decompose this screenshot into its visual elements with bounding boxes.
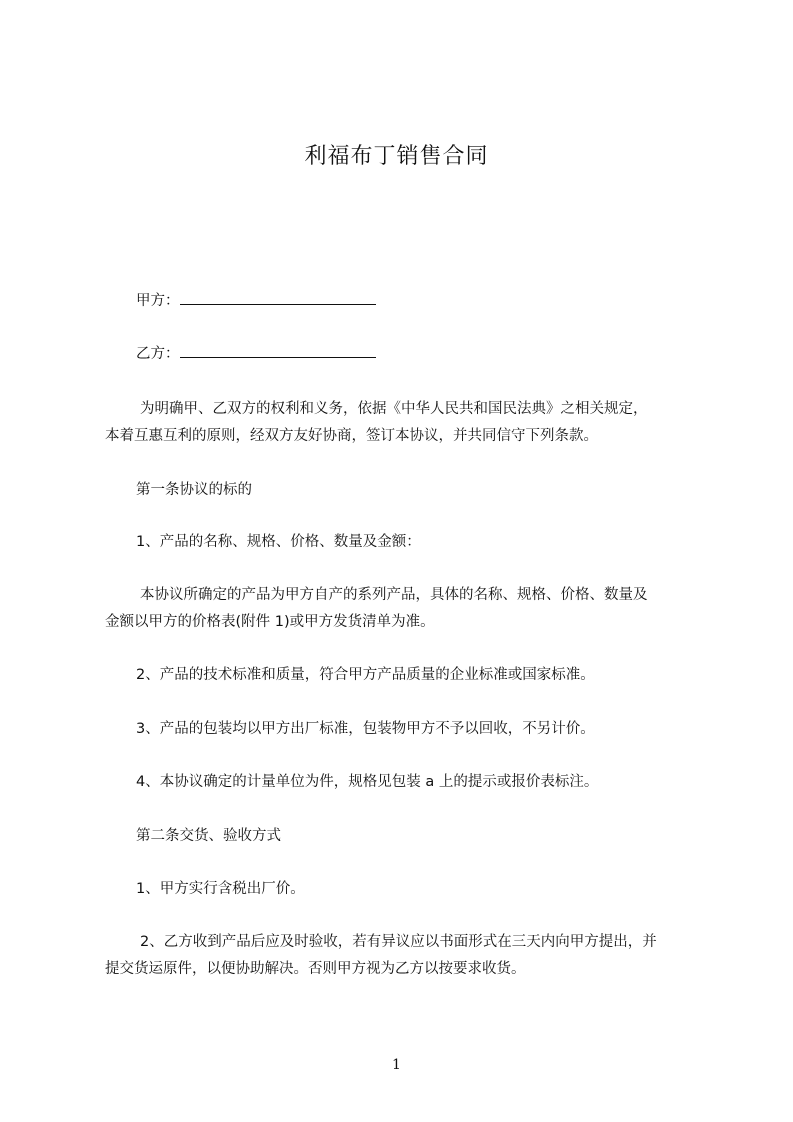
party-b-blank (180, 343, 376, 358)
article-1-item-1-detail-line-1: 本协议所确定的产品为甲方自产的系列产品，具体的名称、规格、价格、数量及 (140, 587, 648, 603)
intro-line-1: 为明确甲、乙双方的权利和义务，依据《中华人民共和国民法典》之相关规定， (140, 401, 648, 417)
article-1-item-2: 2、产品的技术标准和质量，符合甲方产品质量的企业标准或国家标准。 (136, 667, 595, 683)
article-2-item-2-line-2: 提交货运原件，以便协助解决。否则甲方视为乙方以按要求收货。 (105, 961, 526, 977)
article-1-item-4: 4、本协议确定的计量单位为件，规格见包装 a 上的提示或报价表标注。 (136, 774, 599, 790)
article-1-item-1-detail-line-2: 金额以甲方的价格表(附件 1)或甲方发货清单为准。 (105, 614, 435, 630)
contract-title: 利福布丁销售合同 (304, 144, 489, 169)
party-b-label: 乙方： (136, 346, 180, 362)
intro-line-2: 本着互惠互利的原则，经双方友好协商，签订本协议，并共同信守下列条款。 (105, 428, 598, 444)
article-2-item-1: 1、甲方实行含税出厂价。 (136, 881, 305, 897)
article-2-item-2-line-1: 2、乙方收到产品后应及时验收，若有异议应以书面形式在三天内向甲方提出，并 (140, 934, 657, 950)
article-1-item-1: 1、产品的名称、规格、价格、数量及金额： (136, 534, 421, 550)
party-b-line (105, 341, 736, 367)
article-1-item-3: 3、产品的包装均以甲方出厂标准，包装物甲方不予以回收，不另计价。 (136, 721, 595, 737)
article-2-heading: 第二条交货、验收方式 (136, 828, 281, 844)
party-a-line (105, 288, 736, 314)
party-a-label: 甲方： (136, 293, 180, 309)
party-a-blank (180, 290, 376, 305)
article-1-heading: 第一条协议的标的 (136, 482, 252, 498)
page-number: 1 (392, 1057, 401, 1073)
